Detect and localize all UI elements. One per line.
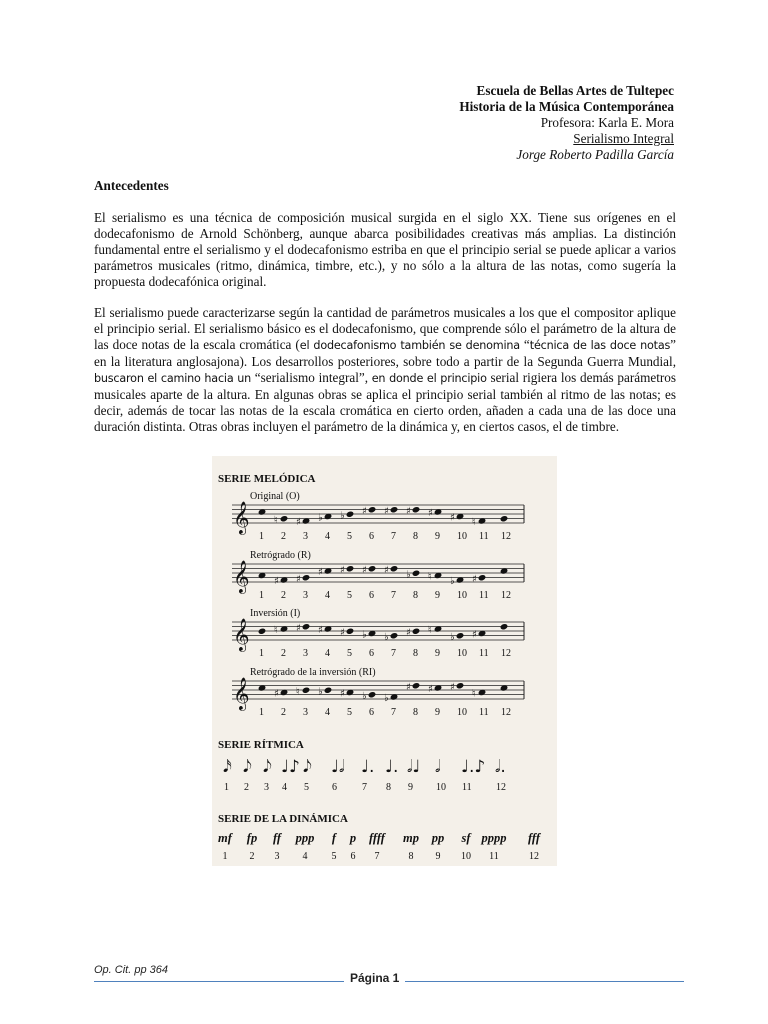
paragraph-2-mono-2: técnica de las doce notas: [529, 339, 671, 352]
accidental: ♮: [428, 625, 432, 636]
note-number: 5: [347, 648, 352, 659]
accidental: ♭: [384, 693, 389, 704]
note-head: [324, 687, 333, 694]
rhythm-number: 7: [362, 782, 367, 793]
note-number: 8: [413, 590, 418, 601]
accidental: ♯: [384, 564, 389, 576]
accidental: ♯: [296, 622, 301, 634]
dynamic-number: 11: [489, 851, 499, 862]
note-number: 5: [347, 531, 352, 542]
dynamic-mark: mp: [403, 831, 419, 845]
accidental: ♯: [384, 505, 389, 517]
accidental: ♯: [318, 625, 323, 636]
dynamic-number: 8: [408, 851, 414, 862]
note-number: 10: [457, 648, 467, 659]
note-number: 8: [413, 707, 418, 718]
note-head: [456, 682, 465, 689]
note-number: 11: [479, 531, 489, 542]
note-number: 3: [303, 648, 308, 659]
row-label: Retrógrado (R): [250, 550, 311, 561]
paragraph-2-mono-1: el dodecafonismo también se denomina: [299, 339, 520, 352]
note-number: 9: [435, 590, 440, 601]
note-number: 6: [369, 531, 374, 542]
dynamic-mark: pp: [431, 831, 445, 845]
serialism-figure: [212, 456, 557, 866]
note-number: 9: [435, 531, 440, 542]
school-name: Escuela de Bellas Artes de Tultepec: [476, 83, 674, 98]
note-head: [456, 632, 465, 639]
page-number: Página 1: [344, 971, 405, 985]
rhythm-note: 𝅗𝅥♩: [407, 757, 421, 777]
note-number: 6: [369, 707, 374, 718]
paragraph-2: [94, 305, 676, 435]
note-number: 10: [457, 531, 467, 542]
note-number: 9: [435, 707, 440, 718]
accidental: ♯: [472, 629, 477, 641]
note-head: [390, 632, 399, 639]
dynamic-number: 4: [302, 851, 308, 862]
teacher-name: Profesora: Karla E. Mora: [540, 115, 674, 130]
row-label: Original (O): [250, 491, 300, 502]
note-number: 12: [501, 531, 511, 542]
dynamic-mark: mf: [218, 831, 232, 845]
note-number: 7: [391, 590, 396, 601]
accidental: ♯: [362, 505, 367, 517]
dynamic-mark: sf: [461, 831, 471, 845]
accidental: ♭: [340, 510, 345, 522]
accidental: ♯: [406, 505, 411, 517]
rhythm-note: ♩♪: [281, 757, 300, 777]
accidental: ♮: [428, 571, 432, 583]
rhythm-number: 6: [332, 782, 337, 793]
accidental: ♯: [362, 564, 367, 576]
note-number: 12: [501, 648, 511, 659]
accidental: ♭: [384, 631, 389, 643]
rhythm-note: 𝅗𝅥: [435, 757, 441, 777]
dynamic-mark: ppp: [295, 831, 315, 845]
accidental: ♯: [296, 573, 301, 585]
rhythm-note: 𝅘𝅥𝅯: [223, 757, 232, 777]
rhythm-note: 𝅗𝅥.: [495, 757, 506, 777]
rhythm-number: 4: [282, 782, 287, 793]
note-number: 2: [281, 531, 286, 542]
note-number: 4: [325, 590, 330, 601]
rhythm-note: 𝅘𝅥𝅮: [263, 757, 272, 777]
treble-clef-icon: 𝄞: [233, 501, 250, 534]
accidental: ♯: [450, 681, 455, 693]
accidental: ♭: [318, 512, 323, 524]
note-head: [412, 682, 421, 689]
note-head: [500, 515, 509, 522]
note-number: 3: [303, 531, 308, 542]
rhythm-note: ♩.♪: [461, 757, 486, 777]
document-header: [459, 83, 674, 163]
row-label: Inversión (I): [250, 608, 301, 619]
note-number: 9: [435, 648, 440, 659]
paragraph-2-mono-3: buscaron el camino hacia un: [94, 372, 252, 385]
row-label: Retrógrado de la inversión (RI): [250, 667, 376, 678]
accidental: ♯: [274, 688, 279, 700]
accidental: ♯: [296, 517, 301, 528]
note-number: 4: [325, 707, 330, 718]
note-head: [478, 574, 487, 581]
note-head: [346, 565, 355, 572]
dynamic-number: 9: [435, 851, 441, 862]
paragraph-2-text-3: ” en la literatura anglosajona). Los desarrollos posteriores, sobre todo a partir de la Segunda Guerra Mundial,: [94, 337, 677, 369]
accidental: ♯: [450, 512, 455, 524]
note-head: [368, 691, 377, 698]
note-head: [346, 628, 355, 635]
note-number: 10: [457, 707, 467, 718]
note-number: 10: [457, 590, 467, 601]
rhythm-note: ♩.: [361, 757, 375, 777]
note-number: 1: [259, 590, 264, 601]
rhythm-number: 9: [408, 782, 413, 793]
rhythm-number: 2: [244, 782, 249, 793]
rhythm-number: 3: [264, 782, 269, 793]
note-number: 7: [391, 531, 396, 542]
dynamic-mark: ffff: [369, 831, 385, 845]
rhythm-note: ♩𝅗𝅥: [331, 757, 345, 777]
accidental: ♯: [340, 627, 345, 639]
dynamic-mark: ff: [272, 831, 282, 845]
accidental: ♯: [318, 567, 323, 578]
note-number: 2: [281, 707, 286, 718]
accidental: ♭: [450, 576, 455, 587]
accidental: ♭: [318, 686, 323, 698]
topic-title: Serialismo Integral: [573, 131, 674, 146]
note-head: [390, 565, 399, 572]
accidental: ♮: [296, 686, 300, 698]
rhythm-note: 𝅘𝅥𝅮: [303, 757, 312, 777]
note-number: 8: [413, 531, 418, 542]
accidental: ♮: [472, 517, 476, 528]
note-head: [368, 506, 377, 513]
dynamic-number: 3: [274, 851, 280, 862]
accidental: ♯: [274, 576, 279, 587]
accidental: ♯: [428, 684, 433, 695]
accidental: ♯: [340, 564, 345, 576]
note-head: [500, 623, 509, 630]
dynamic-mark: fff: [527, 831, 541, 845]
rhythm-number: 1: [224, 782, 229, 793]
treble-clef-icon: 𝄞: [233, 677, 250, 710]
rhythm-note: ♩.: [385, 757, 399, 777]
note-head: [258, 628, 267, 635]
dynamic-number: 12: [529, 851, 539, 862]
accidental: ♮: [472, 688, 476, 700]
dynamic-number: 1: [222, 851, 228, 862]
accidental: ♯: [472, 573, 477, 585]
rhythm-number: 8: [386, 782, 391, 793]
note-head: [346, 511, 355, 518]
note-number: 11: [479, 707, 489, 718]
paragraph-2-text-4: “serialismo integral”,: [251, 370, 372, 385]
note-number: 5: [347, 590, 352, 601]
author-name: Jorge Roberto Padilla García: [516, 147, 674, 162]
note-number: 4: [325, 531, 330, 542]
dynamic-mark: p: [349, 831, 357, 845]
note-number: 7: [391, 648, 396, 659]
paragraph-2-text-1: El serialismo puede caracterizarse según la cantidad de parámetros musicales a los que el compositor aplique el principio serial. El serialismo básico es el dodecafonismo, que comprende sólo el parámetro de la altura de las doce notas de la escala cromática (: [94, 305, 676, 352]
note-number: 6: [369, 590, 374, 601]
note-number: 7: [391, 707, 396, 718]
note-number: 1: [259, 707, 264, 718]
accidental: ♯: [340, 688, 345, 700]
note-number: 1: [259, 648, 264, 659]
dynamic-number: 10: [461, 851, 471, 862]
note-head: [302, 687, 311, 694]
melodic-series-title: SERIE MELÓDICA: [218, 473, 316, 485]
note-number: 2: [281, 648, 286, 659]
note-head: [412, 628, 421, 635]
dynamic-number: 2: [249, 851, 255, 862]
rhythm-number: 5: [304, 782, 309, 793]
footer-citation: Op. Cit. pp 364: [94, 964, 168, 976]
accidental: ♭: [450, 631, 455, 643]
rhythm-number: 12: [496, 782, 506, 793]
note-number: 8: [413, 648, 418, 659]
paragraph-2-text-5: serial rigiera los demás parámetros musicales aparte de la altura. En algunas obras se aplica el principio serial también al ritmo de las notas; es decir, además de tocar las notas de la escala cromática en cierto orden, añaden a cada una de las doce una duración distinta. Otras obras incluyen el parámetro de la dinámica y, en ciertos casos, el de timbre.: [94, 370, 676, 434]
rhythm-note: 𝅘𝅥𝅮: [243, 757, 252, 777]
note-number: 3: [303, 707, 308, 718]
section-title: Antecedentes: [94, 178, 169, 193]
dynamic-number: 7: [374, 851, 380, 862]
accidental: ♯: [428, 508, 433, 519]
dynamic-number: 6: [350, 851, 356, 862]
accidental: ♭: [362, 690, 367, 702]
paragraph-2-text-2: “: [519, 337, 530, 352]
note-number: 4: [325, 648, 330, 659]
note-number: 12: [501, 590, 511, 601]
dynamic-mark: fp: [246, 831, 258, 845]
music-notation-svg: [212, 456, 557, 866]
paragraph-1: El serialismo es una técnica de composición musical surgida en el siglo XX. Tiene sus orígenes en el dodecafonismo de Arnold Schönberg, aunque abarca posibilidades creativas más amplias. La distinción fundamental entre el serialismo y el dodecafonismo estriba en que el principio serial se puede aplicar a varios parámetros musicales (ritmo, dinámica, timbre, etc.), y no sólo a la altura de las notas, como sugería la propuesta dodecafónica original.: [94, 210, 676, 289]
accidental: ♯: [406, 627, 411, 639]
note-head: [412, 570, 421, 577]
note-head: [302, 574, 311, 581]
note-head: [280, 515, 289, 522]
note-number: 1: [259, 531, 264, 542]
treble-clef-icon: 𝄞: [233, 560, 250, 593]
note-number: 5: [347, 707, 352, 718]
course-name: Historia de la Música Contemporánea: [459, 99, 674, 114]
note-head: [412, 506, 421, 513]
note-head: [368, 565, 377, 572]
treble-clef-icon: 𝄞: [233, 618, 250, 651]
note-number: 12: [501, 707, 511, 718]
note-number: 11: [479, 648, 489, 659]
note-number: 6: [369, 648, 374, 659]
dynamic-number: 5: [331, 851, 337, 862]
accidental: ♭: [362, 629, 367, 641]
rhythmic-series-title: SERIE RÍTMICA: [218, 739, 304, 751]
note-number: 3: [303, 590, 308, 601]
rhythm-number: 11: [462, 782, 472, 793]
paragraph-2-mono-4: en donde el principio: [371, 372, 487, 385]
note-head: [390, 506, 399, 513]
rhythm-number: 10: [436, 782, 446, 793]
note-head: [302, 623, 311, 630]
dynamic-mark: f: [331, 831, 337, 845]
accidental: ♯: [406, 681, 411, 693]
accidental: ♮: [274, 625, 278, 636]
accidental: ♭: [406, 569, 411, 581]
accidental: ♮: [274, 514, 278, 526]
dynamics-series-title: SERIE DE LA DINÁMICA: [218, 813, 348, 825]
note-number: 2: [281, 590, 286, 601]
note-number: 11: [479, 590, 489, 601]
dynamic-mark: pppp: [481, 831, 507, 845]
